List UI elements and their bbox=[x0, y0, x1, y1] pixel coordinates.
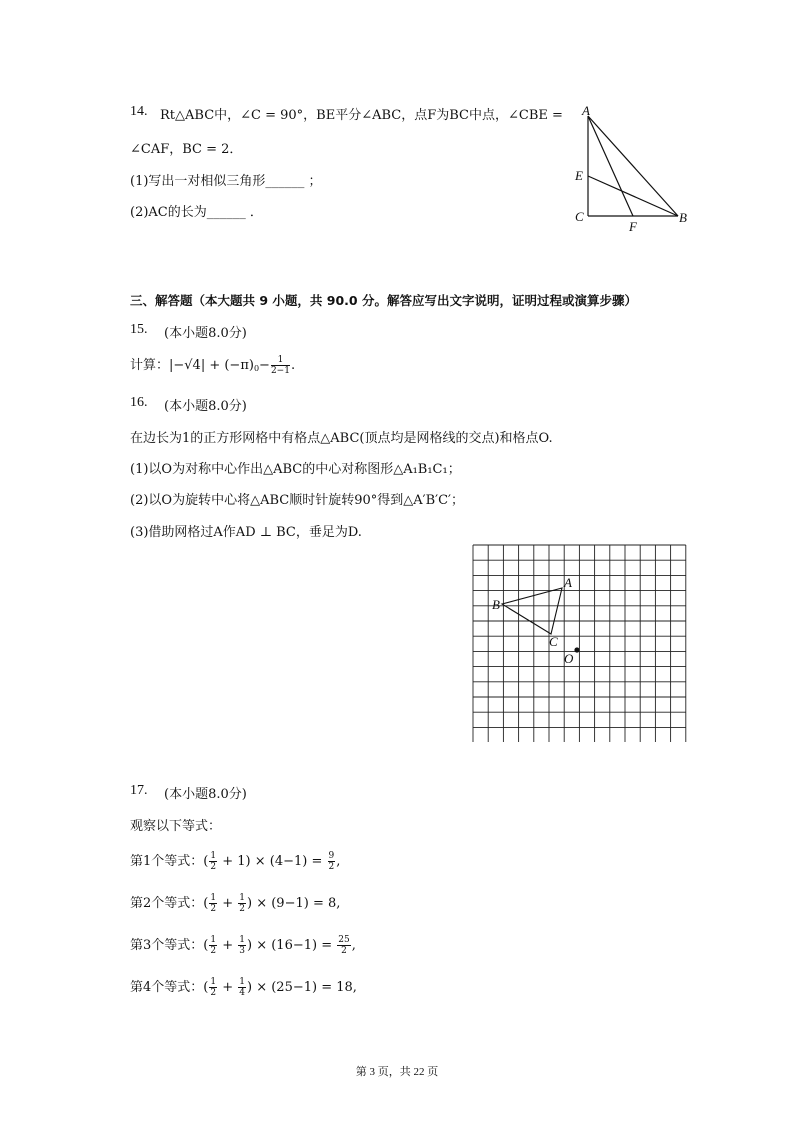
grid-label-c: C bbox=[549, 634, 558, 649]
q17-equation-1: 第1个等式：( $\frac{1}{2}$ + 1) × (4−1) = $\frac{9}{2}$ , bbox=[130, 851, 341, 872]
q16-grid-figure bbox=[470, 542, 698, 742]
point-o bbox=[574, 647, 579, 652]
q16-number: 16. bbox=[130, 395, 148, 410]
segment-af bbox=[588, 116, 633, 216]
q15-points: (本小题8.0分) bbox=[164, 326, 247, 341]
q15-frac-num: 1 bbox=[271, 355, 290, 366]
eq3-label: 第3个等式： bbox=[130, 938, 204, 953]
q14-triangle-figure bbox=[570, 100, 700, 236]
q15-fraction bbox=[271, 355, 290, 376]
grid-label-o: O bbox=[564, 651, 574, 666]
q14-part1: (1)写出一对相似三角形______ ； bbox=[130, 174, 322, 189]
q16-stem: 在边长为1的正方形网格中有格点△ABC(顶点均是网格线的交点)和格点O. bbox=[130, 431, 553, 446]
eq2-label: 第2个等式： bbox=[130, 896, 204, 911]
q16-points: (本小题8.0分) bbox=[164, 399, 247, 414]
eq1-label: 第1个等式： bbox=[130, 854, 204, 869]
grid-lines bbox=[473, 545, 686, 742]
q15-frac-den: 2−1 bbox=[270, 366, 290, 376]
q15-exponent: 0 bbox=[253, 364, 260, 373]
label-e: E bbox=[575, 168, 583, 183]
triangle-abc bbox=[502, 588, 562, 634]
q15-calc-prefix: 计算：|−√4| + (−π) bbox=[130, 358, 254, 373]
q17-intro: 观察以下等式： bbox=[130, 819, 222, 834]
q14-stem-line1: Rt△ABC中，∠C = 90°，BE平分∠ABC，点F为BC中点，∠CBE = bbox=[160, 108, 563, 123]
q17-points: (本小题8.0分) bbox=[164, 787, 247, 802]
q15-minus: − bbox=[259, 358, 270, 373]
q14-number: 14. bbox=[130, 104, 148, 119]
label-b: B bbox=[679, 210, 687, 225]
label-c: C bbox=[575, 209, 584, 224]
q15-number: 15. bbox=[130, 322, 148, 337]
q17-equation-3: 第3个等式：( $\frac{1}{2}$ + $\frac{1}{3}$ ) × (16−1) = $\frac{25}{2}$ , bbox=[130, 935, 356, 956]
grid-label-b: B bbox=[492, 597, 500, 612]
q14-part2: (2)AC的长为______ ． bbox=[130, 205, 263, 220]
q14-stem-line2: ∠CAF，BC = 2． bbox=[130, 142, 243, 157]
grid-label-a: A bbox=[564, 575, 572, 590]
section3-title: 三、解答题（本大题共 9 小题，共 90.0 分。解答应写出文字说明，证明过程或演算步骤） bbox=[130, 293, 637, 308]
q16-part1: (1)以O为对称中心作出△ABC的中心对称图形△A₁B₁C₁； bbox=[130, 462, 461, 477]
q17-equation-4: 第4个等式：( $\frac{1}{2}$ + $\frac{1}{4}$ ) × (25−1) = 18, bbox=[130, 977, 357, 998]
q15-end: . bbox=[290, 358, 296, 373]
label-f: F bbox=[629, 219, 637, 234]
label-a: A bbox=[582, 103, 590, 118]
q17-number: 17. bbox=[130, 783, 148, 798]
segment-be bbox=[588, 176, 678, 216]
q17-equation-2: 第2个等式：( $\frac{1}{2}$ + $\frac{1}{2}$ ) × (9−1) = 8, bbox=[130, 893, 341, 914]
q15-calculation bbox=[130, 354, 295, 376]
segment-ab bbox=[588, 116, 678, 216]
page-footer: 第 3 页，共 22 页 bbox=[355, 1066, 439, 1078]
q16-part2: (2)以O为旋转中心将△ABC顺时针旋转90°得到△A′B′C′； bbox=[130, 493, 464, 508]
eq4-label: 第4个等式： bbox=[130, 980, 204, 995]
q16-part3: (3)借助网格过A作AD ⊥ BC，垂足为D. bbox=[130, 525, 362, 540]
